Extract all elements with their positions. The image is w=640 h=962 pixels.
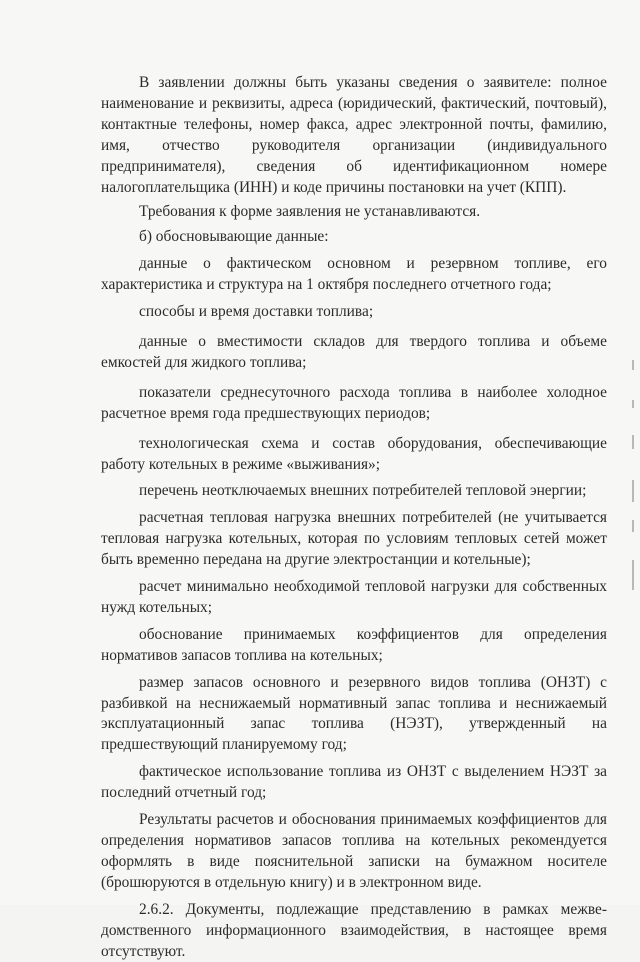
list-item-actual-usage: фактическое использование топлива из ОНЗТ с выделением НЭЗТ за последний отчетный год;	[101, 763, 607, 802]
list-item-reserve-sizes: размер запасов основного и резервного видов топлива (ОНЗТ) с разбивкой на неснижаемый нормативный запас топлива и неснижаемый эксплуатационный запас топлива (НЭЗТ), утвержденный на предшествующий планируемому год;	[101, 673, 607, 754]
list-item-heat-load: расчетная тепловая нагрузка внешних потребителей (не учитывается тепловая нагрузка котельных, которая по условиям тепловых сетей может быть временно передана на другие электростанции и котельные);	[101, 509, 607, 569]
list-item-storage-capacity: данные о вместимости складов для твердого топлива и объеме емкостей для жидкого топлива;	[101, 332, 607, 371]
paragraph-section-2-6-2: 2.6.2. Документы, подлежащие представлению в рамках межве-домственного информационного взаимодействия, в настоящее время отсутствуют.	[101, 900, 607, 960]
list-item-delivery-methods: способы и время доставки топлива;	[139, 303, 374, 321]
document-body	[101, 73, 607, 962]
list-item-technological-scheme: технологическая схема и состав оборудования, обеспечивающие работу котельных в режиме «выживания»;	[101, 434, 607, 473]
paragraph-justifying-data-heading: б) обосновывающие данные:	[139, 228, 329, 246]
paragraph-results-format: Результаты расчетов и обоснования принимаемых коэффициентов для определения нормативов запасов топлива на котельных рекомендуется оформлять в виде пояснительной записки на бумажном носителе (брошюруются в отдельную книгу) и в электронном виде.	[101, 811, 607, 891]
list-item-minimum-load: расчет минимально необходимой тепловой нагрузки для собственных нужд котельных;	[101, 578, 607, 616]
list-item-consumers-list: перечень неотключаемых внешних потребителей тепловой энергии;	[139, 482, 587, 500]
list-item-fuel-data: данные о фактическом основном и резервном топливе, его характеристика и структура на 1 октября последнего отчетного года;	[101, 255, 607, 294]
paragraph-form-requirements: Требования к форме заявления не устанавливаются.	[139, 203, 481, 221]
list-item-coefficients: обоснование принимаемых коэффициентов для определения нормативов запасов топлива на котельных;	[101, 625, 607, 664]
paragraph-applicant-info: В заявлении должны быть указаны сведения о заявителе: полное наименование и реквизиты, адреса (юридический, фактический, почтовый), контактные телефоны, номер факса, адрес электронной почты, фамилию, имя, отчество руководителя организации (индивидуального предпринимателя), сведения об идентификационном номере налогоплательщика (ИНН) и коде причины постановки на учет (КПП).	[101, 74, 607, 196]
list-item-consumption-indicators: показатели среднесуточного расхода топлива в наиболее холодное расчетное время года предшествующих периодов;	[101, 383, 607, 422]
scan-edge-marks	[632, 360, 636, 610]
